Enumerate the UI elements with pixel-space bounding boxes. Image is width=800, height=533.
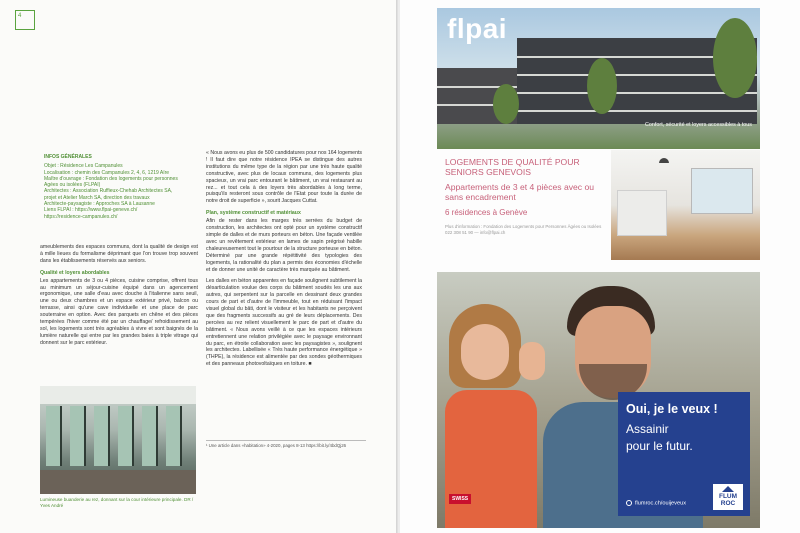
info-link[interactable]: https://residence-campanules.ch/ (44, 213, 118, 220)
info-box (44, 154, 202, 220)
footnote: ¹ Une article dans «habitation» 4-2020, pages 8-13 https://bit.ly/4bdQj26 (206, 440, 366, 449)
high-five-hand (519, 342, 545, 380)
left-page (0, 0, 398, 533)
apartment-interior-photo (611, 150, 760, 260)
page-number: 4 (15, 10, 35, 30)
flpai-tagline: Confort, sécurité et loyers accessibles à tous (645, 122, 752, 128)
paragraph: « Nous avons eu plus de 500 candidatures pour nos 164 logements ! Il faut dire que notre résidence IPEA se distingue des autres institutions du même type de la région par une très haute qualité constructive, avec plus de locaux communs, des logements plus spacieux, un vrai parc entourant le bâtiment, un vrai restaurant au rez... et tout cela à des loyers très abordables à long terme, puisqu'ils resteront sous contrôle de l'Etat pour toute la durée de notre droit de superficie », sourit Jacques Cuttat. (206, 150, 362, 205)
paragraph: ameublements des espaces communs, dont la qualité de design est à mille lieues du formalisme déprimant que l'on trouve trop souvent dans les établissements réservés aux seniors. (40, 244, 198, 264)
paragraph: Les appartements de 3 ou 4 pièces, cuisine comprise, offrent tous au minimum un séjour-cuisine équipé dans un agencement ergonomique, une salle d'eau avec douche à l'italienne sans seuil, une ou deux chambres et un espace extérieur privé, balcon ou terrasse, ainsi qu'une cave individuelle et une place de parc souterraine en option. Avec des parquets en chêne et des pièces tempérées l'hiver comme été par un chauffage/ refroidissement au sol, les logements sont très agréables à vivre et sont baignés de la lumière naturelle qui entre par les grandes baies à triple vitrage qui donnent sur le parc extérieur. (40, 277, 198, 346)
flpai-count: 6 résidences à Genève (445, 208, 528, 217)
article-column-left (40, 244, 198, 352)
swiss-label: SWISS (449, 494, 471, 504)
right-page (400, 0, 800, 533)
info-heading: INFOS GÉNÉRALES (44, 154, 92, 160)
logo-text: FLUM (718, 493, 738, 500)
flumroc-url[interactable] (626, 500, 686, 506)
flumroc-slogan-box (618, 392, 750, 516)
flpai-building-photo (437, 8, 760, 149)
url-text: flumroc.ch/ouijeveux (635, 500, 686, 507)
info-line: Architectes : Association Ruffieux-Chehab Architectes SA, (44, 188, 173, 195)
info-line: Maître d'ouvrage : Fondation des logements pour personnes (44, 175, 178, 182)
info-link[interactable]: Liens FLPAI : https://www.flpai-geneve.ch/ (44, 207, 138, 214)
flpai-contact: Plus d'information : Fondation des Logements pour Personnes Âgées ou Isolées 022 308 51 90 — info@flpai.ch (445, 224, 602, 235)
flpai-subtitle: Appartements de 3 et 4 pièces avec ou sans encadrement (445, 182, 595, 202)
flumroc-ad (437, 272, 760, 528)
slogan-line: pour le futur. (626, 439, 693, 453)
flumroc-logo (713, 484, 743, 510)
globe-icon (626, 500, 632, 506)
info-line: Architecte-paysagiste : Approches SA à Lausanne (44, 201, 155, 208)
logo-text: ROC (720, 500, 736, 507)
laundry-photo (40, 386, 196, 494)
flpai-title: LOGEMENTS DE QUALITÉ POUR SENIORS GENEVOIS (445, 157, 580, 177)
info-line: Localisation : chemin des Campanules 2, 4, 6, 1219 Aïre (44, 169, 170, 176)
paragraph: Les dalles en béton apparentes en façade soulignent subtilement la désarticulation voulue des corps du bâtiment soudés les uns aux autres, qui serpentent sur la parcelle en dessinant deux grandes cours de part et d'autre de l'immeuble, tout en réduisant l'impact visuel global du bâti, dont le visiteur et les habitants ne perçoivent que des fragments successifs au gré de leurs déplacements. Des percées au rez relient visuellement le parc de part et d'autre du bâtiment. « Nous avons veillé à ce que les espaces intérieurs entretiennent une relation privilégiée avec le paysage environnant du parc, en étroite collaboration avec les paysagistes », soulignent les architectes. Labellisée « Très haute performance énergétique » (THPE), la résidence est alimentée par des sondes géothermiques et des panneaux photovoltaïques en toiture. ■ (206, 278, 362, 368)
article-column-right (206, 150, 362, 373)
info-line: Objet : Résidence Les Campanules (44, 163, 123, 170)
paragraph: Afin de rester dans les marges très serrées du budget de construction, les architectes ont opté pour un système constructif simple de dalles et de murs porteurs en béton. Une façade ventilée avec un revêtement extérieur en lames de sapin prégrisé habille chaleureusement tout le pourtour de la structure porteuse en béton. Déterminé par une grande répétitivité des typologies des logements, la rationalité du plan a permis des économies d'échelle et de donner une unité de caractère très marquée au bâtiment. (206, 218, 362, 273)
flpai-ad-text (445, 157, 605, 235)
slogan-line: Oui, je le veux ! (626, 402, 718, 416)
subheading: Plan, système constructif et matériaux (206, 210, 301, 217)
info-line: projet et Atelier March SA, direction des travaux (44, 194, 150, 201)
slogan-line: Assainir (626, 422, 669, 436)
info-line: Âgées ou isolées (FLPAI) (44, 182, 101, 189)
flpai-logo: flpai (447, 13, 508, 44)
photo-caption: Lumineuse buanderie au rez, donnant sur la cour intérieure principale. DR / Yves André (40, 497, 194, 508)
subheading: Qualité et loyers abordables (40, 269, 110, 276)
